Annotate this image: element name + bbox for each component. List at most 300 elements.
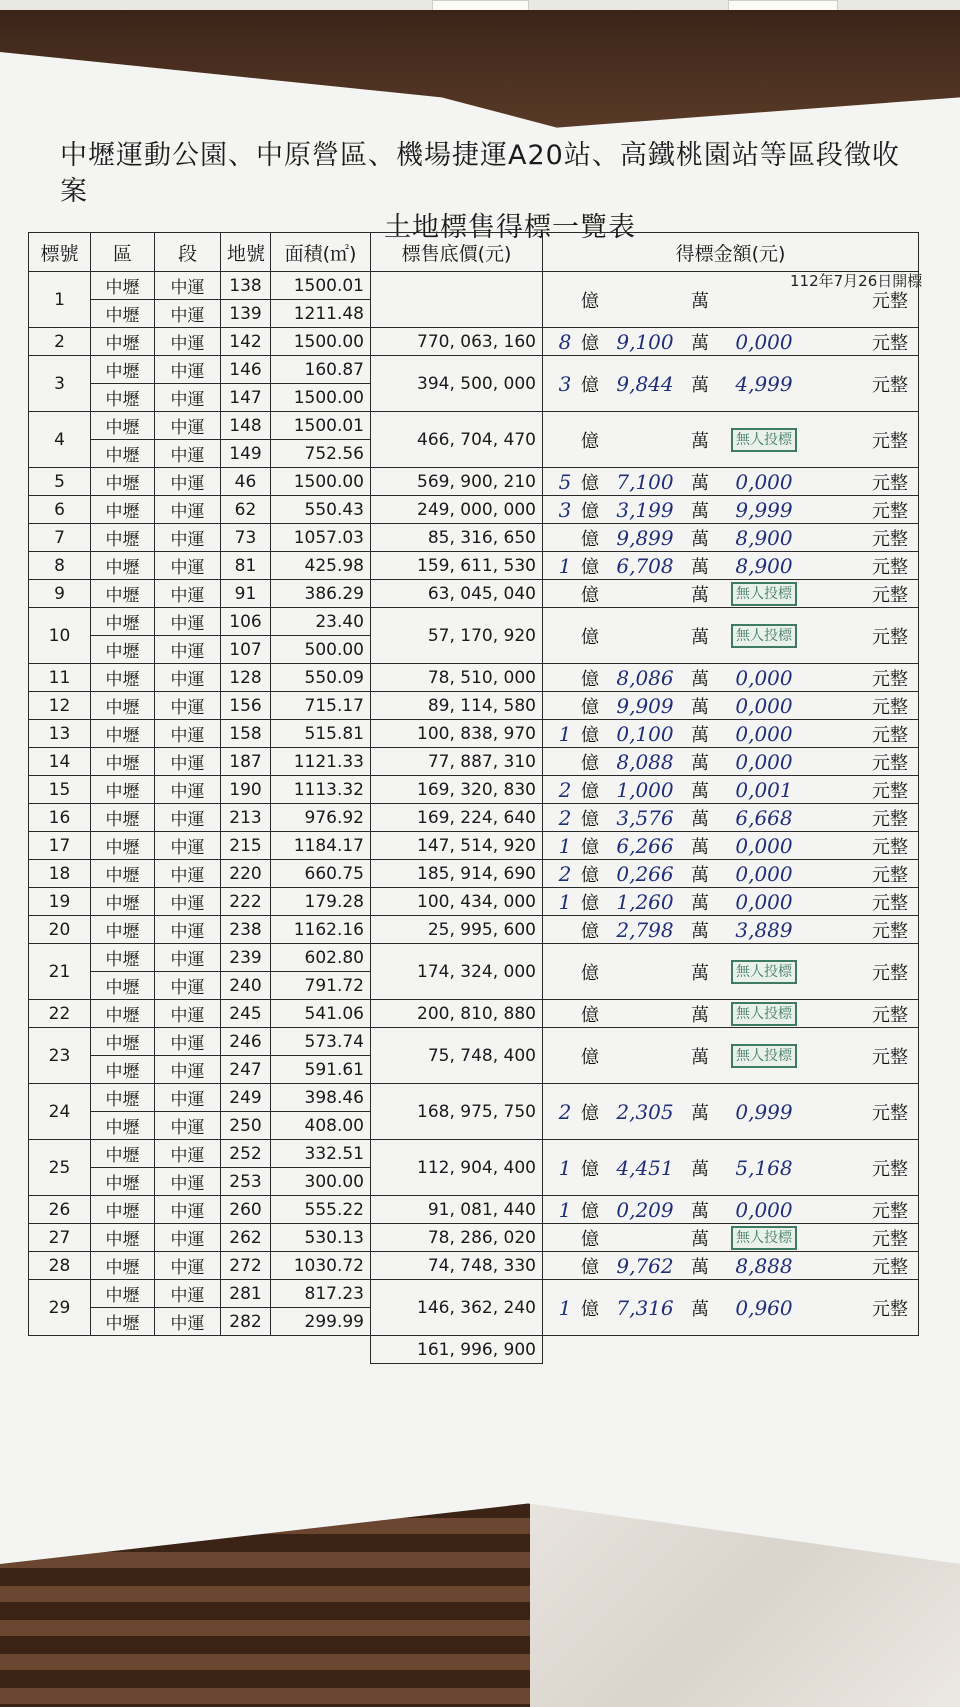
bid-ten-thousand: 1,000 bbox=[616, 777, 674, 802]
district-cell: 中壢 bbox=[91, 1252, 155, 1280]
bid-ten-thousand: 7,316 bbox=[616, 1295, 674, 1320]
unit-wan: 萬 bbox=[691, 752, 709, 774]
bid-remainder: 0,000 bbox=[735, 833, 793, 858]
unit-wan: 萬 bbox=[691, 1158, 709, 1180]
unit-yi: 億 bbox=[581, 430, 599, 452]
unit-wan: 萬 bbox=[691, 920, 709, 942]
area-cell: 573.74 bbox=[271, 1028, 371, 1056]
base-price-cell bbox=[371, 272, 543, 328]
area-cell: 160.87 bbox=[271, 356, 371, 384]
area-cell: 332.51 bbox=[271, 1140, 371, 1168]
lot-number: 1 bbox=[29, 272, 91, 328]
table-row bbox=[29, 1000, 919, 1028]
unit-wan: 萬 bbox=[691, 556, 709, 578]
bid-remainder: 5,168 bbox=[735, 1155, 793, 1180]
bid-amount bbox=[549, 553, 912, 579]
bid-amount bbox=[549, 371, 912, 397]
unit-wan: 萬 bbox=[691, 472, 709, 494]
bid-hundred-million: 2 bbox=[558, 777, 572, 802]
bid-amount-cell bbox=[543, 1252, 919, 1280]
district-cell: 中壢 bbox=[91, 496, 155, 524]
section-cell: 中運 bbox=[155, 1084, 221, 1112]
table-row bbox=[29, 832, 919, 860]
area-cell: 752.56 bbox=[271, 440, 371, 468]
bid-hundred-million: 1 bbox=[558, 1155, 572, 1180]
district-cell: 中壢 bbox=[91, 720, 155, 748]
no-bidder-stamp: 無人投標 bbox=[731, 960, 797, 984]
bid-amount-cell bbox=[543, 1028, 919, 1084]
base-price-cell: 569, 900, 210 bbox=[371, 468, 543, 496]
table-row bbox=[29, 1196, 919, 1224]
bid-amount bbox=[549, 721, 912, 747]
section-cell: 中運 bbox=[155, 608, 221, 636]
base-price-cell: 174, 324, 000 bbox=[371, 944, 543, 1000]
bid-hundred-million: 3 bbox=[558, 497, 572, 522]
base-price-cell: 91, 081, 440 bbox=[371, 1196, 543, 1224]
district-cell: 中壢 bbox=[91, 1224, 155, 1252]
land-lot-cell: 281 bbox=[221, 1280, 271, 1308]
section-cell: 中運 bbox=[155, 300, 221, 328]
unit-yuan: 元整 bbox=[872, 584, 908, 606]
section-cell: 中運 bbox=[155, 664, 221, 692]
section-cell: 中運 bbox=[155, 832, 221, 860]
base-price-cell: 394, 500, 000 bbox=[371, 356, 543, 412]
bid-amount-cell bbox=[543, 804, 919, 832]
table-row bbox=[29, 608, 919, 636]
bid-remainder: 0,960 bbox=[735, 1295, 793, 1320]
base-price-cell: 249, 000, 000 bbox=[371, 496, 543, 524]
bid-amount bbox=[549, 1043, 912, 1069]
lot-number: 9 bbox=[29, 580, 91, 608]
unit-wan: 萬 bbox=[691, 696, 709, 718]
district-cell: 中壢 bbox=[91, 692, 155, 720]
bid-remainder: 0,000 bbox=[735, 749, 793, 774]
unit-wan: 萬 bbox=[691, 290, 709, 312]
land-lot-cell: 253 bbox=[221, 1168, 271, 1196]
district-cell: 中壢 bbox=[91, 636, 155, 664]
no-bidder-stamp: 無人投標 bbox=[731, 624, 797, 648]
lot-number: 26 bbox=[29, 1196, 91, 1224]
lot-number: 22 bbox=[29, 1000, 91, 1028]
bid-remainder: 0,000 bbox=[735, 1197, 793, 1222]
bid-remainder-slot bbox=[709, 834, 819, 858]
unit-wan: 萬 bbox=[691, 724, 709, 746]
table-row bbox=[29, 804, 919, 832]
bid-amount bbox=[549, 1099, 912, 1125]
base-price-cell: 159, 611, 530 bbox=[371, 552, 543, 580]
unit-yi: 億 bbox=[581, 808, 599, 830]
bid-remainder: 0,000 bbox=[735, 693, 793, 718]
unit-wan: 萬 bbox=[691, 808, 709, 830]
bid-amount bbox=[549, 581, 912, 607]
table-row bbox=[29, 1224, 919, 1252]
unit-yi: 億 bbox=[581, 332, 599, 354]
bid-amount-cell bbox=[543, 496, 919, 524]
land-lot-cell: 73 bbox=[221, 524, 271, 552]
base-price-cell: 466, 704, 470 bbox=[371, 412, 543, 468]
bid-remainder: 0,000 bbox=[735, 721, 793, 746]
section-cell: 中運 bbox=[155, 776, 221, 804]
area-cell: 1211.48 bbox=[271, 300, 371, 328]
area-cell: 299.99 bbox=[271, 1308, 371, 1336]
bid-remainder-slot bbox=[709, 1044, 819, 1068]
district-cell: 中壢 bbox=[91, 356, 155, 384]
area-cell: 300.00 bbox=[271, 1168, 371, 1196]
bid-remainder: 4,999 bbox=[735, 371, 793, 396]
bid-amount bbox=[549, 469, 912, 495]
unit-yuan: 元整 bbox=[872, 472, 908, 494]
bid-ten-thousand: 0,266 bbox=[616, 861, 674, 886]
area-cell: 817.23 bbox=[271, 1280, 371, 1308]
bid-amount bbox=[549, 525, 912, 551]
section-cell: 中運 bbox=[155, 1196, 221, 1224]
area-cell: 408.00 bbox=[271, 1112, 371, 1140]
bid-amount bbox=[549, 805, 912, 831]
area-cell: 530.13 bbox=[271, 1224, 371, 1252]
land-lot-cell: 252 bbox=[221, 1140, 271, 1168]
bid-amount bbox=[549, 1001, 912, 1027]
unit-yi: 億 bbox=[581, 556, 599, 578]
bid-amount bbox=[549, 959, 912, 985]
land-lot-cell: 220 bbox=[221, 860, 271, 888]
unit-yuan: 元整 bbox=[872, 808, 908, 830]
bid-remainder: 0,001 bbox=[735, 777, 793, 802]
land-lot-cell: 156 bbox=[221, 692, 271, 720]
unit-yuan: 元整 bbox=[872, 864, 908, 886]
area-cell: 976.92 bbox=[271, 804, 371, 832]
unit-yi: 億 bbox=[581, 724, 599, 746]
bid-hundred-million: 3 bbox=[558, 371, 572, 396]
area-cell: 555.22 bbox=[271, 1196, 371, 1224]
title-line-2: 土地標售得標一覽表 bbox=[384, 212, 636, 243]
table-row bbox=[29, 552, 919, 580]
section-cell: 中運 bbox=[155, 1000, 221, 1028]
base-price-cell: 169, 320, 830 bbox=[371, 776, 543, 804]
section-cell: 中運 bbox=[155, 1280, 221, 1308]
unit-yuan: 元整 bbox=[872, 836, 908, 858]
bid-amount bbox=[549, 1225, 912, 1251]
unit-wan: 萬 bbox=[691, 374, 709, 396]
lot-number: 25 bbox=[29, 1140, 91, 1196]
header-section: 段 bbox=[155, 233, 221, 272]
table-row bbox=[29, 1028, 919, 1056]
lot-number: 17 bbox=[29, 832, 91, 860]
unit-yuan: 元整 bbox=[872, 962, 908, 984]
base-price-cell: 168, 975, 750 bbox=[371, 1084, 543, 1140]
bid-amount-cell bbox=[543, 524, 919, 552]
unit-yuan: 元整 bbox=[872, 290, 908, 312]
lot-number: 10 bbox=[29, 608, 91, 664]
bid-remainder-slot bbox=[709, 1198, 819, 1222]
bid-amount bbox=[549, 777, 912, 803]
lot-number: 19 bbox=[29, 888, 91, 916]
lot-number: 20 bbox=[29, 916, 91, 944]
open-date: 112年7月26日開標 bbox=[790, 272, 923, 290]
unit-yi: 億 bbox=[581, 528, 599, 550]
header-base-price: 標售底價(元) bbox=[371, 233, 543, 272]
district-cell: 中壢 bbox=[91, 1140, 155, 1168]
bid-remainder-slot bbox=[709, 722, 819, 746]
bid-remainder-slot bbox=[709, 1226, 819, 1250]
bid-remainder-slot bbox=[709, 1296, 819, 1320]
land-lot-cell: 246 bbox=[221, 1028, 271, 1056]
area-cell: 1500.01 bbox=[271, 412, 371, 440]
empty-cell bbox=[543, 1336, 919, 1364]
unit-wan: 萬 bbox=[691, 1298, 709, 1320]
bid-amount-cell bbox=[543, 776, 919, 804]
land-lot-cell: 158 bbox=[221, 720, 271, 748]
bid-remainder: 9,999 bbox=[735, 497, 793, 522]
unit-yi: 億 bbox=[581, 780, 599, 802]
district-cell: 中壢 bbox=[91, 328, 155, 356]
unit-wan: 萬 bbox=[691, 780, 709, 802]
district-cell: 中壢 bbox=[91, 1168, 155, 1196]
no-bidder-stamp: 無人投標 bbox=[731, 428, 797, 452]
bid-amount bbox=[549, 497, 912, 523]
land-lot-cell: 139 bbox=[221, 300, 271, 328]
section-cell: 中運 bbox=[155, 468, 221, 496]
bid-amount bbox=[549, 665, 912, 691]
section-cell: 中運 bbox=[155, 804, 221, 832]
area-cell: 515.81 bbox=[271, 720, 371, 748]
lot-number: 14 bbox=[29, 748, 91, 776]
section-cell: 中運 bbox=[155, 524, 221, 552]
section-cell: 中運 bbox=[155, 1056, 221, 1084]
bid-ten-thousand: 0,100 bbox=[616, 721, 674, 746]
bid-remainder-slot bbox=[709, 750, 819, 774]
lot-number: 27 bbox=[29, 1224, 91, 1252]
unit-wan: 萬 bbox=[691, 1256, 709, 1278]
land-lot-cell: 147 bbox=[221, 384, 271, 412]
district-cell: 中壢 bbox=[91, 664, 155, 692]
land-lot-cell: 142 bbox=[221, 328, 271, 356]
district-cell: 中壢 bbox=[91, 524, 155, 552]
header-lot: 地號 bbox=[221, 233, 271, 272]
land-lot-cell: 149 bbox=[221, 440, 271, 468]
bid-remainder: 8,900 bbox=[735, 525, 793, 550]
bid-amount bbox=[549, 861, 912, 887]
bid-remainder-slot bbox=[709, 778, 819, 802]
district-cell: 中壢 bbox=[91, 384, 155, 412]
district-cell: 中壢 bbox=[91, 1084, 155, 1112]
unit-yi: 億 bbox=[581, 892, 599, 914]
land-lot-cell: 46 bbox=[221, 468, 271, 496]
bid-amount-cell bbox=[543, 1000, 919, 1028]
district-cell: 中壢 bbox=[91, 748, 155, 776]
land-lot-cell: 272 bbox=[221, 1252, 271, 1280]
area-cell: 1500.01 bbox=[271, 272, 371, 300]
bid-hundred-million: 1 bbox=[558, 1295, 572, 1320]
header-no: 標號 bbox=[29, 233, 91, 272]
section-cell: 中運 bbox=[155, 860, 221, 888]
base-price-cell: 63, 045, 040 bbox=[371, 580, 543, 608]
unit-yi: 億 bbox=[581, 626, 599, 648]
bid-ten-thousand: 9,899 bbox=[616, 525, 674, 550]
bid-ten-thousand: 8,086 bbox=[616, 665, 674, 690]
section-cell: 中運 bbox=[155, 384, 221, 412]
base-price-cell: 75, 748, 400 bbox=[371, 1028, 543, 1084]
unit-wan: 萬 bbox=[691, 836, 709, 858]
table-row bbox=[29, 860, 919, 888]
bid-remainder: 6,668 bbox=[735, 805, 793, 830]
section-cell: 中運 bbox=[155, 440, 221, 468]
lot-number: 6 bbox=[29, 496, 91, 524]
table-body bbox=[29, 272, 919, 1364]
land-lot-cell: 238 bbox=[221, 916, 271, 944]
district-cell: 中壢 bbox=[91, 300, 155, 328]
area-cell: 1057.03 bbox=[271, 524, 371, 552]
bid-amount bbox=[549, 693, 912, 719]
base-price-cell: 78, 510, 000 bbox=[371, 664, 543, 692]
bid-amount-cell bbox=[543, 888, 919, 916]
bid-hundred-million: 8 bbox=[558, 329, 572, 354]
unit-yuan: 元整 bbox=[872, 332, 908, 354]
unit-yuan: 元整 bbox=[872, 724, 908, 746]
area-cell: 179.28 bbox=[271, 888, 371, 916]
base-price-cell: 146, 362, 240 bbox=[371, 1280, 543, 1336]
bid-ten-thousand: 6,266 bbox=[616, 833, 674, 858]
bid-amount-cell bbox=[543, 580, 919, 608]
lot-number: 29 bbox=[29, 1280, 91, 1336]
unit-wan: 萬 bbox=[691, 1200, 709, 1222]
section-cell: 中運 bbox=[155, 1168, 221, 1196]
land-lot-cell: 148 bbox=[221, 412, 271, 440]
bid-amount-cell bbox=[543, 1140, 919, 1196]
bid-remainder-slot bbox=[709, 1002, 819, 1026]
land-lot-cell: 91 bbox=[221, 580, 271, 608]
section-cell: 中運 bbox=[155, 692, 221, 720]
unit-wan: 萬 bbox=[691, 1102, 709, 1124]
area-cell: 398.46 bbox=[271, 1084, 371, 1112]
land-lot-cell: 260 bbox=[221, 1196, 271, 1224]
section-cell: 中運 bbox=[155, 496, 221, 524]
district-cell: 中壢 bbox=[91, 972, 155, 1000]
section-cell: 中運 bbox=[155, 944, 221, 972]
base-price-cell: 57, 170, 920 bbox=[371, 608, 543, 664]
table-row bbox=[29, 692, 919, 720]
base-price-cell: 89, 114, 580 bbox=[371, 692, 543, 720]
unit-yi: 億 bbox=[581, 584, 599, 606]
bid-remainder-slot bbox=[709, 554, 819, 578]
district-cell: 中壢 bbox=[91, 1308, 155, 1336]
bid-hundred-million: 5 bbox=[558, 469, 572, 494]
bid-ten-thousand: 9,844 bbox=[616, 371, 674, 396]
bid-ten-thousand: 1,260 bbox=[616, 889, 674, 914]
area-cell: 1500.00 bbox=[271, 384, 371, 412]
base-price-cell: 85, 316, 650 bbox=[371, 524, 543, 552]
unit-yuan: 元整 bbox=[872, 1256, 908, 1278]
lot-number: 18 bbox=[29, 860, 91, 888]
district-cell: 中壢 bbox=[91, 804, 155, 832]
lot-number: 21 bbox=[29, 944, 91, 1000]
bid-amount bbox=[549, 427, 912, 453]
unit-yuan: 元整 bbox=[872, 752, 908, 774]
table-row bbox=[29, 468, 919, 496]
base-price-cell: 25, 995, 600 bbox=[371, 916, 543, 944]
unit-wan: 萬 bbox=[691, 1046, 709, 1068]
unit-yi: 億 bbox=[581, 1004, 599, 1026]
unit-yuan: 元整 bbox=[872, 374, 908, 396]
bid-amount-cell bbox=[543, 664, 919, 692]
bid-amount bbox=[549, 749, 912, 775]
bid-hundred-million: 1 bbox=[558, 1197, 572, 1222]
unit-yuan: 元整 bbox=[872, 1102, 908, 1124]
land-lot-cell: 138 bbox=[221, 272, 271, 300]
header-district: 區 bbox=[91, 233, 155, 272]
unit-yi: 億 bbox=[581, 864, 599, 886]
bid-remainder: 0,999 bbox=[735, 1099, 793, 1124]
lot-number: 12 bbox=[29, 692, 91, 720]
bid-amount bbox=[549, 623, 912, 649]
bid-ten-thousand: 2,305 bbox=[616, 1099, 674, 1124]
unit-wan: 萬 bbox=[691, 1004, 709, 1026]
bid-remainder: 0,000 bbox=[735, 329, 793, 354]
table-row bbox=[29, 412, 919, 440]
no-bidder-stamp: 無人投標 bbox=[731, 582, 797, 606]
table-row bbox=[29, 524, 919, 552]
base-price-cell: 161, 996, 900 bbox=[371, 1336, 543, 1364]
bid-ten-thousand: 3,576 bbox=[616, 805, 674, 830]
bid-hundred-million: 1 bbox=[558, 721, 572, 746]
unit-yi: 億 bbox=[581, 1046, 599, 1068]
unit-yi: 億 bbox=[581, 752, 599, 774]
bid-hundred-million: 1 bbox=[558, 553, 572, 578]
area-cell: 791.72 bbox=[271, 972, 371, 1000]
unit-yi: 億 bbox=[581, 1158, 599, 1180]
table-row bbox=[29, 496, 919, 524]
base-price-cell: 100, 434, 000 bbox=[371, 888, 543, 916]
table-row bbox=[29, 944, 919, 972]
bid-amount-cell bbox=[543, 1196, 919, 1224]
unit-yi: 億 bbox=[581, 836, 599, 858]
section-cell: 中運 bbox=[155, 1140, 221, 1168]
lot-number: 3 bbox=[29, 356, 91, 412]
area-cell: 591.61 bbox=[271, 1056, 371, 1084]
land-lot-cell: 215 bbox=[221, 832, 271, 860]
lot-number: 15 bbox=[29, 776, 91, 804]
base-price-cell: 100, 838, 970 bbox=[371, 720, 543, 748]
district-cell: 中壢 bbox=[91, 552, 155, 580]
area-cell: 1500.00 bbox=[271, 328, 371, 356]
unit-yuan: 元整 bbox=[872, 1158, 908, 1180]
bid-remainder: 0,000 bbox=[735, 889, 793, 914]
land-lot-cell: 187 bbox=[221, 748, 271, 776]
section-cell: 中運 bbox=[155, 1308, 221, 1336]
bid-amount-cell bbox=[543, 272, 919, 328]
unit-wan: 萬 bbox=[691, 528, 709, 550]
district-cell: 中壢 bbox=[91, 1196, 155, 1224]
unit-wan: 萬 bbox=[691, 864, 709, 886]
land-lot-cell: 249 bbox=[221, 1084, 271, 1112]
bid-amount-cell bbox=[543, 944, 919, 1000]
lot-number: 23 bbox=[29, 1028, 91, 1084]
table-row bbox=[29, 1084, 919, 1112]
bid-remainder-slot bbox=[709, 372, 819, 396]
section-cell: 中運 bbox=[155, 328, 221, 356]
unit-yuan: 元整 bbox=[872, 1200, 908, 1222]
district-cell: 中壢 bbox=[91, 1280, 155, 1308]
bid-amount-cell bbox=[543, 1084, 919, 1140]
bid-amount-cell bbox=[543, 860, 919, 888]
bid-remainder-slot bbox=[709, 330, 819, 354]
bid-ten-thousand: 9,762 bbox=[616, 1253, 674, 1278]
lot-number: 5 bbox=[29, 468, 91, 496]
section-cell: 中運 bbox=[155, 552, 221, 580]
base-price-cell: 169, 224, 640 bbox=[371, 804, 543, 832]
area-cell: 386.29 bbox=[271, 580, 371, 608]
unit-yi: 億 bbox=[581, 472, 599, 494]
header-area: 面積(㎡) bbox=[271, 233, 371, 272]
